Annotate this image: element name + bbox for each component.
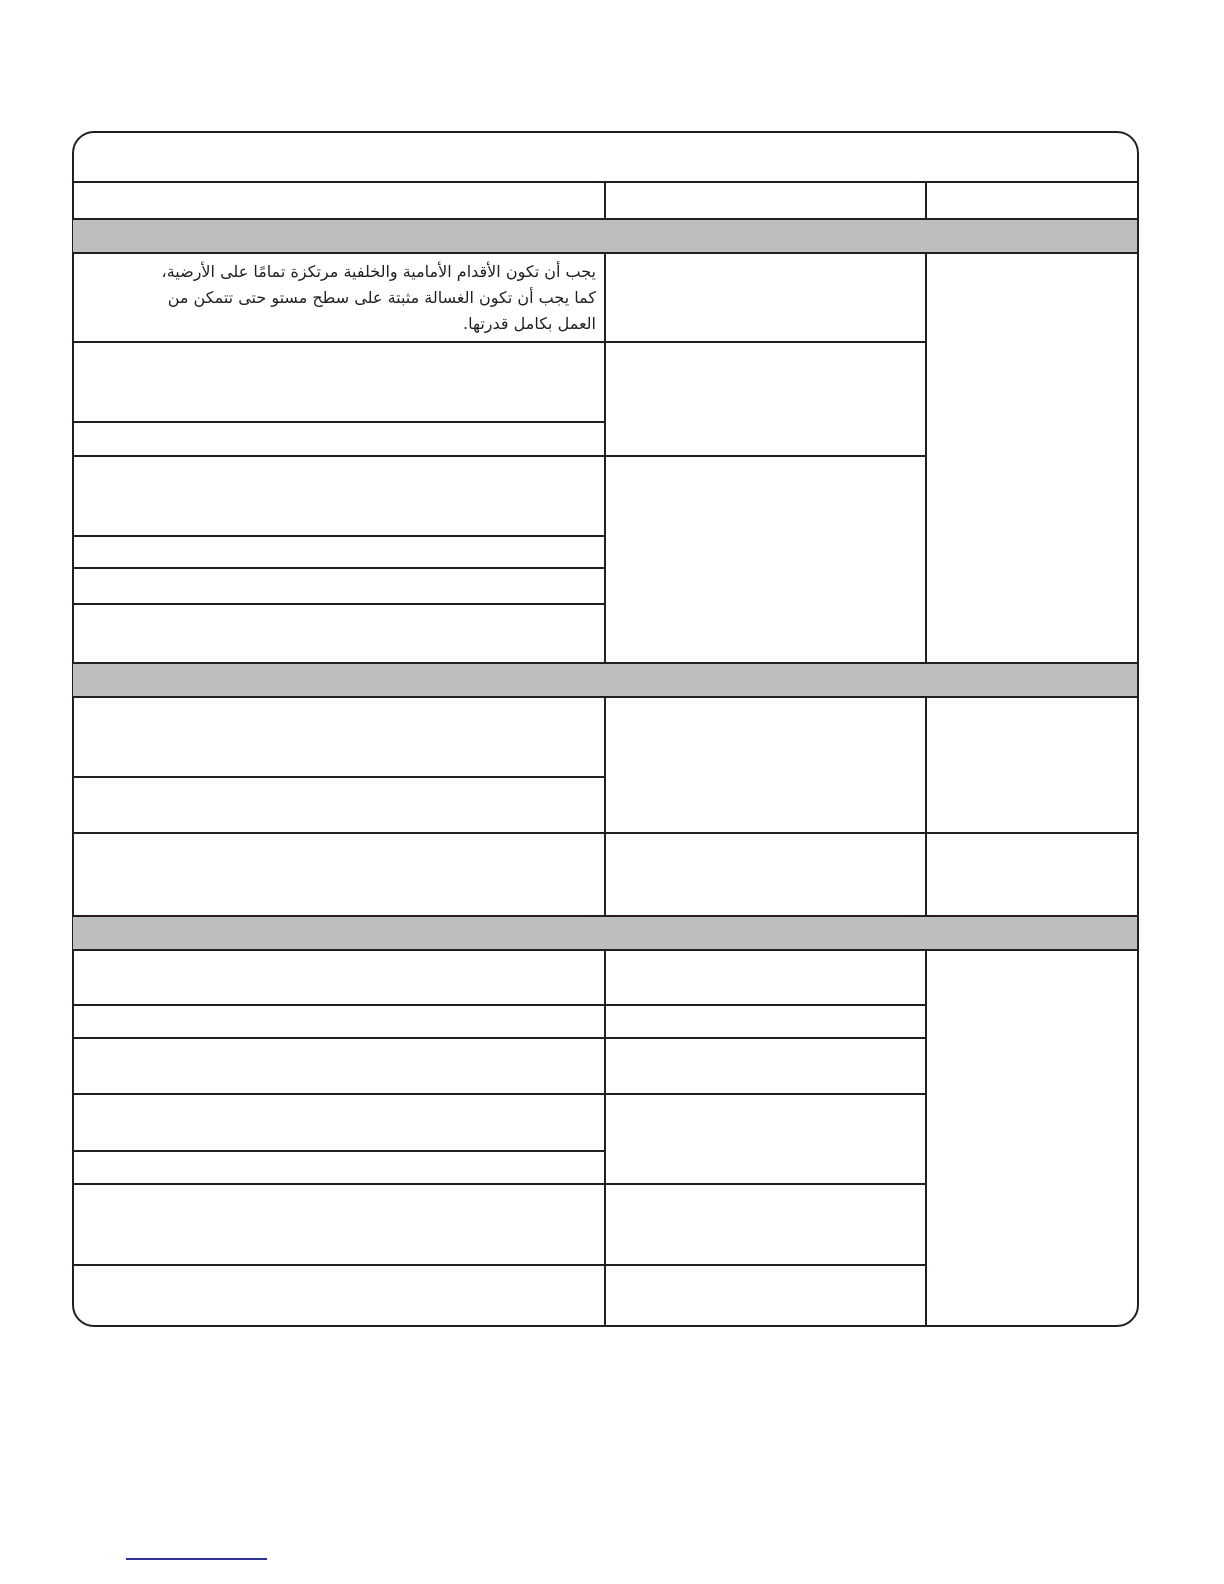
column-divider: [604, 949, 606, 1325]
row-divider: [73, 455, 925, 457]
description-line: العمل بكامل قدرتها.: [463, 314, 596, 333]
column-divider: [925, 696, 927, 917]
row-divider: [73, 1150, 605, 1152]
column-divider: [925, 252, 927, 664]
row-divider: [73, 1093, 925, 1095]
column-divider: [604, 696, 606, 917]
row-divider: [73, 1183, 925, 1185]
column-divider: [925, 182, 927, 220]
section-header-band-3: [73, 917, 1137, 949]
description-line: كما يجب أن تكون الغسالة مثبتة على سطح مستو حتى تتمكن من: [167, 288, 596, 307]
column-divider: [604, 252, 606, 664]
column-divider: [604, 182, 606, 220]
row-divider: [73, 535, 605, 537]
description-cell: [110, 259, 596, 337]
section-header-band-1: [73, 220, 1137, 252]
section-header-band-2: [73, 664, 1137, 696]
footer-link-underline[interactable]: [126, 1558, 267, 1560]
row-divider: [73, 776, 605, 778]
description-line: يجب أن تكون الأقدام الأمامية والخلفية مرتكزة تمامًا على الأرضية،: [161, 262, 596, 281]
column-divider: [925, 949, 927, 1325]
row-divider: [73, 1037, 925, 1039]
row-divider: [73, 341, 925, 343]
row-divider: [73, 603, 605, 605]
row-divider: [73, 567, 605, 569]
row-divider: [73, 421, 605, 423]
row-divider: [73, 1004, 925, 1006]
row-divider: [73, 1264, 925, 1266]
